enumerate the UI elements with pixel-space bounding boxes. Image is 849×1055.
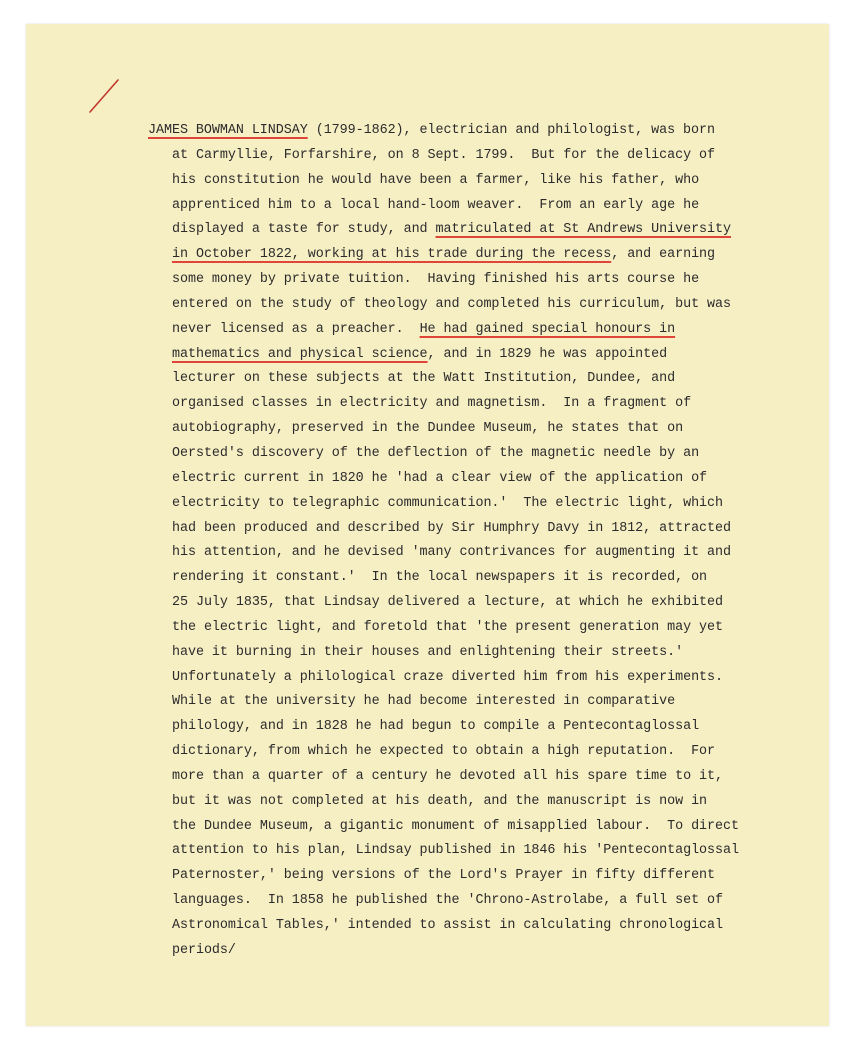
- text-segment: philology, and in 1828 he had begun to compile a Pentecontaglossal: [172, 719, 700, 735]
- text-segment: but it was not completed at his death, and the manuscript is now in: [172, 793, 708, 809]
- biography-text: [148, 119, 788, 964]
- text-segment: While at the university he had become interested in comparative: [172, 694, 676, 710]
- text-line: [172, 169, 788, 194]
- text-line: [172, 815, 788, 840]
- red-tick-mark-icon: [84, 76, 124, 116]
- text-segment: languages. In 1858 he published the 'Chrono-Astrolabe, a full set of: [172, 893, 724, 909]
- underlined-phrase: matriculated at St Andrews University: [435, 222, 732, 238]
- text-segment: apprenticed him to a local hand-loom weaver. From an early age he: [172, 197, 700, 213]
- text-line: [172, 889, 788, 914]
- text-segment: had been produced and described by Sir Humphry Davy in 1812, attracted: [172, 520, 731, 536]
- text-line: [172, 939, 788, 964]
- text-segment: (1799-1862), electrician and philologist, was born: [307, 123, 715, 138]
- text-line: [172, 690, 788, 715]
- text-line: [172, 517, 788, 542]
- text-segment: , and earning: [611, 247, 716, 263]
- text-line: [172, 790, 788, 815]
- text-line: [172, 591, 788, 616]
- text-segment: Astronomical Tables,' intended to assist in calculating chronological: [172, 918, 724, 933]
- text-segment: some money by private tuition. Having finished his arts course he: [172, 272, 700, 288]
- text-line: [172, 343, 788, 368]
- text-line: [172, 666, 788, 691]
- text-segment: his constitution he would have been a farmer, like his father, who: [172, 172, 700, 188]
- text-segment: rendering it constant.' In the local newspapers it is recorded, on: [172, 570, 708, 586]
- text-line: [172, 218, 788, 243]
- text-line: [148, 119, 788, 144]
- text-segment: lecturer on these subjects at the Watt Institution, Dundee, and: [172, 371, 676, 387]
- text-line: [172, 541, 788, 566]
- text-segment: the electric light, and foretold that 'the present generation may yet: [172, 619, 724, 635]
- text-segment: Paternoster,' being versions of the Lord's Prayer in fifty different: [172, 868, 716, 884]
- text-segment: periods/: [172, 942, 236, 958]
- text-line: [172, 392, 788, 417]
- text-line: [172, 144, 788, 169]
- text-segment: electric current in 1820 he 'had a clear view of the application of: [172, 470, 708, 486]
- text-line: [172, 839, 788, 864]
- text-segment: displayed a taste for study, and: [172, 222, 436, 238]
- text-segment: , and in 1829 he was appointed: [427, 346, 668, 362]
- text-line: [172, 641, 788, 666]
- text-segment: autobiography, preserved in the Dundee Museum, he states that on: [172, 421, 684, 437]
- text-segment: more than a quarter of a century he devoted all his spare time to it,: [172, 768, 724, 784]
- text-line: [172, 492, 788, 517]
- text-segment: organised classes in electricity and magnetism. In a fragment of: [172, 396, 692, 412]
- text-segment: his attention, and he devised 'many contrivances for augmenting it and: [172, 545, 731, 561]
- text-segment: the Dundee Museum, a gigantic monument of misapplied labour. To direct: [172, 818, 739, 834]
- text-line: [172, 417, 788, 442]
- text-line: [172, 467, 788, 492]
- text-segment: dictionary, from which he expected to obtain a high reputation. For: [172, 744, 716, 760]
- text-line: [172, 616, 788, 641]
- text-segment: Oersted's discovery of the deflection of the magnetic needle by an: [172, 445, 700, 461]
- text-segment: electricity to telegraphic communication.' The electric light, which: [172, 495, 724, 511]
- text-segment: entered on the study of theology and completed his curriculum, but was: [172, 296, 731, 312]
- underlined-phrase: in October 1822, working at his trade during the recess: [172, 247, 612, 263]
- text-segment: never licensed as a preacher.: [172, 321, 420, 337]
- text-segment: at Carmyllie, Forfarshire, on 8 Sept. 1799. But for the delicacy of: [172, 147, 716, 163]
- text-segment: 25 July 1835, that Lindsay delivered a lecture, at which he exhibited: [172, 595, 724, 611]
- text-line: [172, 914, 788, 939]
- underlined-phrase: He had gained special honours in: [419, 321, 676, 337]
- text-line: [172, 367, 788, 392]
- text-line: [172, 566, 788, 591]
- text-line: [172, 765, 788, 790]
- text-line: [172, 194, 788, 219]
- text-line: [172, 268, 788, 293]
- text-segment: have it burning in their houses and enlightening their streets.': [172, 644, 684, 660]
- underlined-phrase: mathematics and physical science: [172, 346, 428, 362]
- text-line: [172, 864, 788, 889]
- underlined-phrase: JAMES BOWMAN LINDSAY: [148, 123, 308, 138]
- text-line: [172, 715, 788, 740]
- text-segment: attention to his plan, Lindsay published in 1846 his 'Pentecontaglossal: [172, 843, 739, 859]
- text-segment: Unfortunately a philological craze diverted him from his experiments.: [172, 669, 724, 685]
- text-line: [172, 243, 788, 268]
- text-line: [172, 442, 788, 467]
- text-line: [172, 318, 788, 343]
- text-line: [172, 740, 788, 765]
- text-line: [172, 293, 788, 318]
